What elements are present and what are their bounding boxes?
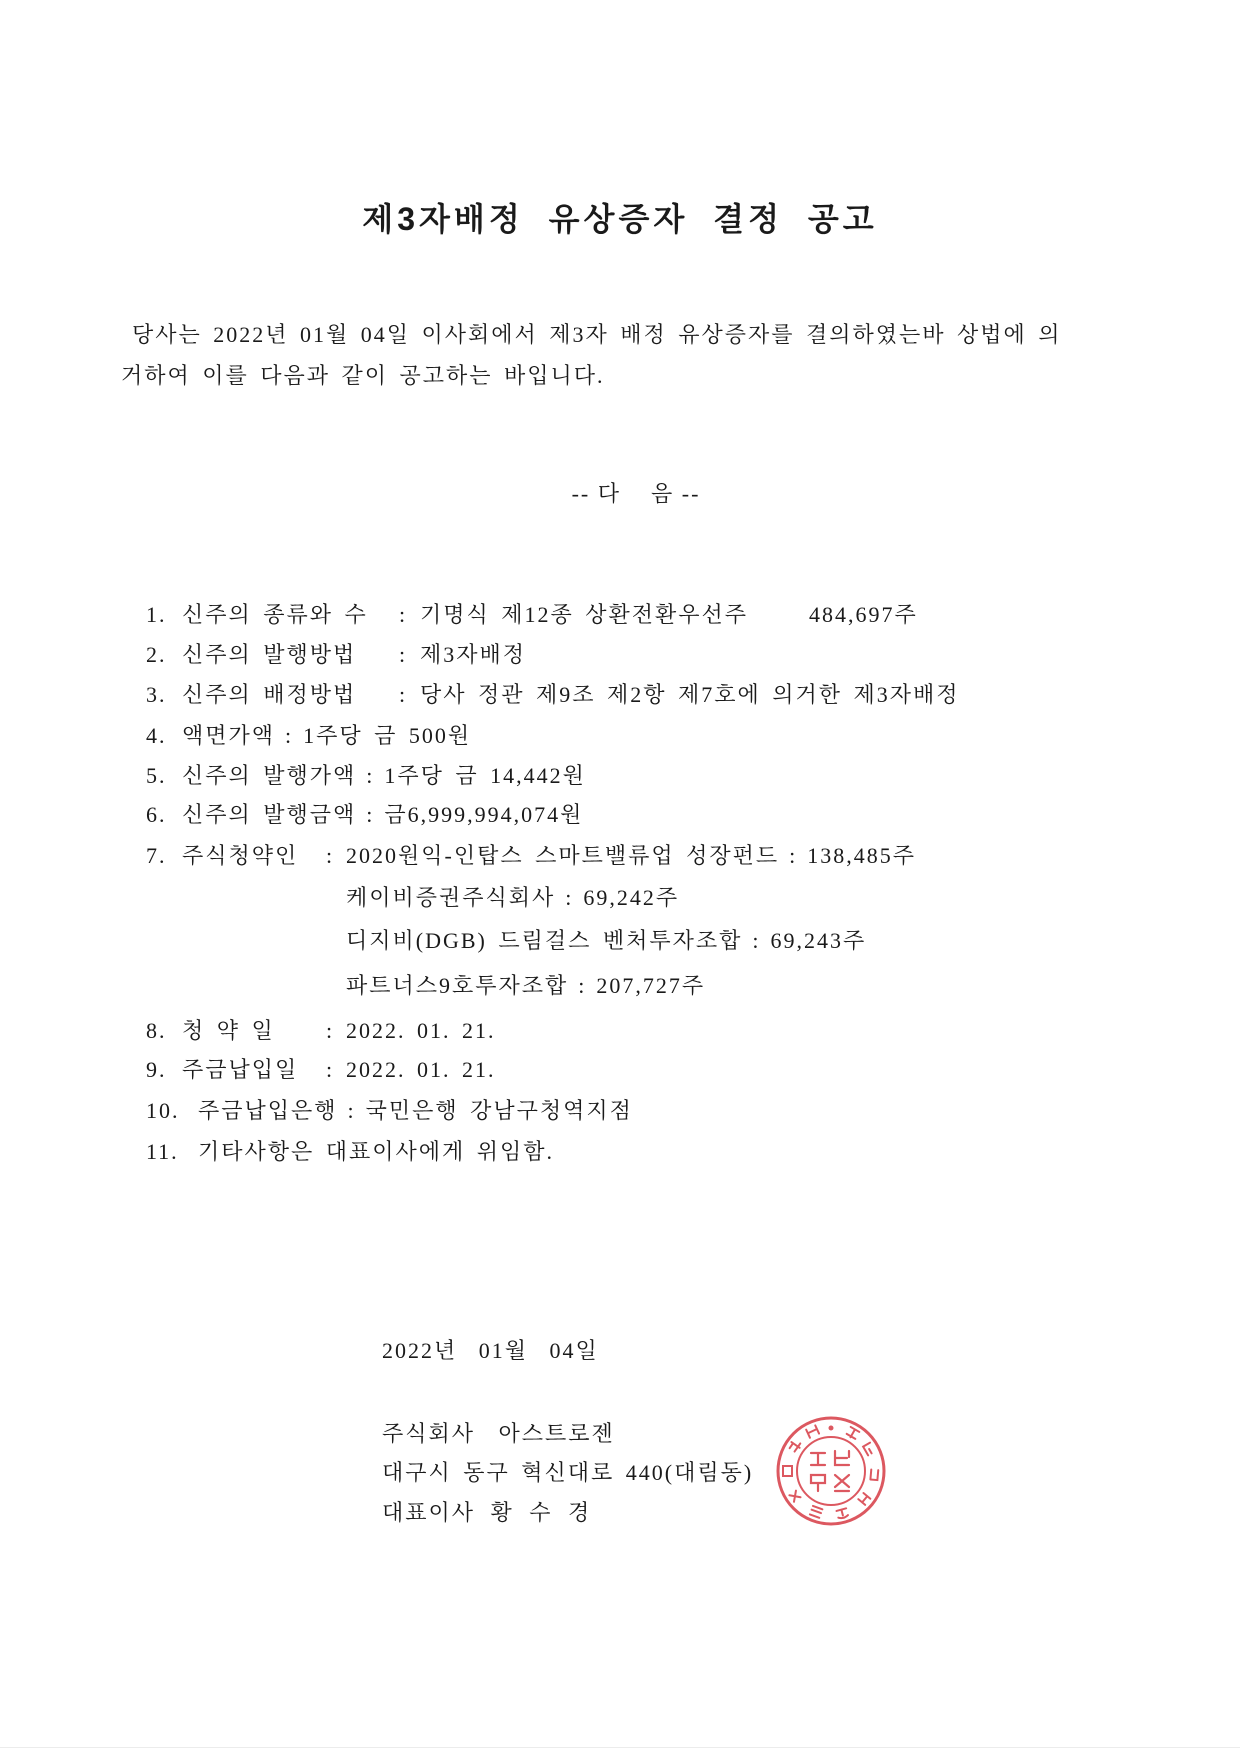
item-separator: : xyxy=(399,642,408,667)
company-seal-icon xyxy=(771,1411,891,1531)
item-separator: : xyxy=(399,682,408,707)
item-separator: : xyxy=(347,1098,356,1123)
item-5 xyxy=(0,763,1240,789)
scan-edge-line xyxy=(0,1747,1240,1748)
subscriber-shares: 69,242주 xyxy=(583,885,680,910)
subscriber-separator: : xyxy=(789,843,798,868)
item-11 xyxy=(0,1139,1240,1165)
item-6 xyxy=(0,802,1240,828)
item-number: 9. xyxy=(146,1057,167,1082)
subscriber-entry xyxy=(346,843,916,869)
item-7-subscriber-3 xyxy=(0,928,1240,954)
item-number: 4. xyxy=(146,723,167,748)
item-label: 주식청약인 xyxy=(182,843,299,868)
item-1 xyxy=(0,602,1240,628)
subscriber-separator: : xyxy=(578,973,587,998)
item-value: 기타사항은 대표이사에게 위임함. xyxy=(198,1139,555,1164)
item-number: 7. xyxy=(146,843,167,868)
item-number: 3. xyxy=(146,682,167,707)
item-label: 신주의 종류와 수 xyxy=(182,602,368,627)
item-value: 기명식 제12종 상환전환우선주 xyxy=(420,602,749,627)
item-value: 제3자배정 xyxy=(420,642,527,667)
item-number: 8. xyxy=(146,1018,167,1043)
intro-line-1: 당사는 2022년 01월 04일 이사회에서 제3자 배정 유상증자를 결의하였는바 상법에 의 xyxy=(132,322,1062,347)
item-value: 당사 정관 제9조 제2항 제7호에 의거한 제3자배정 xyxy=(420,682,960,707)
item-number: 2. xyxy=(146,642,167,667)
announcement-date: 2022년 01월 04일 xyxy=(382,1338,599,1363)
item-4 xyxy=(0,723,1240,749)
item-content xyxy=(182,723,471,749)
item-label: 신주의 발행가액 xyxy=(182,763,357,788)
subscriber-separator: : xyxy=(565,885,574,910)
item-share-count: 484,697주 xyxy=(809,602,918,627)
item-separator: : xyxy=(366,802,375,827)
item-separator: : xyxy=(326,843,335,868)
item-separator: : xyxy=(285,723,294,748)
item-value: 금6,999,994,074원 xyxy=(384,802,584,827)
item-7-subscriber-2 xyxy=(0,885,1240,911)
item-value: 국민은행 강남구청역지점 xyxy=(365,1098,633,1123)
item-label: 주금납입일 xyxy=(182,1057,299,1082)
item-7-subscriber-4 xyxy=(0,973,1240,999)
item-2 xyxy=(0,642,1240,668)
company-name: 주식회사 아스트로젠 xyxy=(382,1421,615,1446)
item-label: 액면가액 xyxy=(182,723,276,748)
item-value: 1주당 금 14,442원 xyxy=(384,763,586,788)
item-separator: : xyxy=(399,602,408,627)
subscriber-name: 디지비(DGB) 드림걸스 벤처투자조합 xyxy=(346,928,743,953)
item-number: 6. xyxy=(146,802,167,827)
item-number: 5. xyxy=(146,763,167,788)
item-separator: : xyxy=(326,1057,335,1082)
item-label: 신주의 발행방법 xyxy=(182,642,357,667)
item-8 xyxy=(0,1018,1240,1044)
item-label: 주금납입은행 xyxy=(198,1098,338,1123)
subscriber-shares: 207,727주 xyxy=(596,973,706,998)
subscriber-name: 파트너스9호투자조합 xyxy=(346,973,569,998)
item-value: 2022. 01. 21. xyxy=(346,1018,496,1043)
item-content xyxy=(182,763,586,789)
item-label: 신주의 배정방법 xyxy=(182,682,357,707)
item-content xyxy=(182,802,583,828)
item-10 xyxy=(0,1098,1240,1124)
item-number: 11. xyxy=(146,1139,179,1164)
item-number: 1. xyxy=(146,602,167,627)
item-separator: : xyxy=(366,763,375,788)
subscriber-entry xyxy=(346,885,679,911)
item-label: 신주의 발행금액 xyxy=(182,802,357,827)
company-address: 대구시 동구 혁신대로 440(대림동) xyxy=(382,1460,754,1485)
item-content xyxy=(198,1098,633,1124)
subscriber-name: 2020원익-인탑스 스마트밸류업 성장펀드 xyxy=(346,843,780,868)
item-number: 10. xyxy=(146,1098,180,1123)
subscriber-shares: 138,485주 xyxy=(807,843,916,868)
item-value: 1주당 금 500원 xyxy=(303,723,472,748)
item-7 xyxy=(0,843,1240,869)
item-label: 청 약 일 xyxy=(182,1018,275,1043)
item-3 xyxy=(0,682,1240,708)
subscriber-entry xyxy=(346,928,866,954)
subscriber-name: 케이비증권주식회사 xyxy=(346,885,556,910)
section-divider: -- 다 음 -- xyxy=(571,481,701,506)
item-9 xyxy=(0,1057,1240,1083)
item-value: 2022. 01. 21. xyxy=(346,1057,496,1082)
item-separator: : xyxy=(326,1018,335,1043)
subscriber-entry xyxy=(346,973,705,999)
representative-name: 대표이사 황 수 경 xyxy=(382,1500,592,1525)
intro-line-2: 거하여 이를 다음과 같이 공고하는 바입니다. xyxy=(121,363,605,388)
subscriber-separator: : xyxy=(752,928,761,953)
document-title: 제3자배정 유상증자 결정 공고 xyxy=(362,201,878,237)
subscriber-shares: 69,243주 xyxy=(770,928,867,953)
